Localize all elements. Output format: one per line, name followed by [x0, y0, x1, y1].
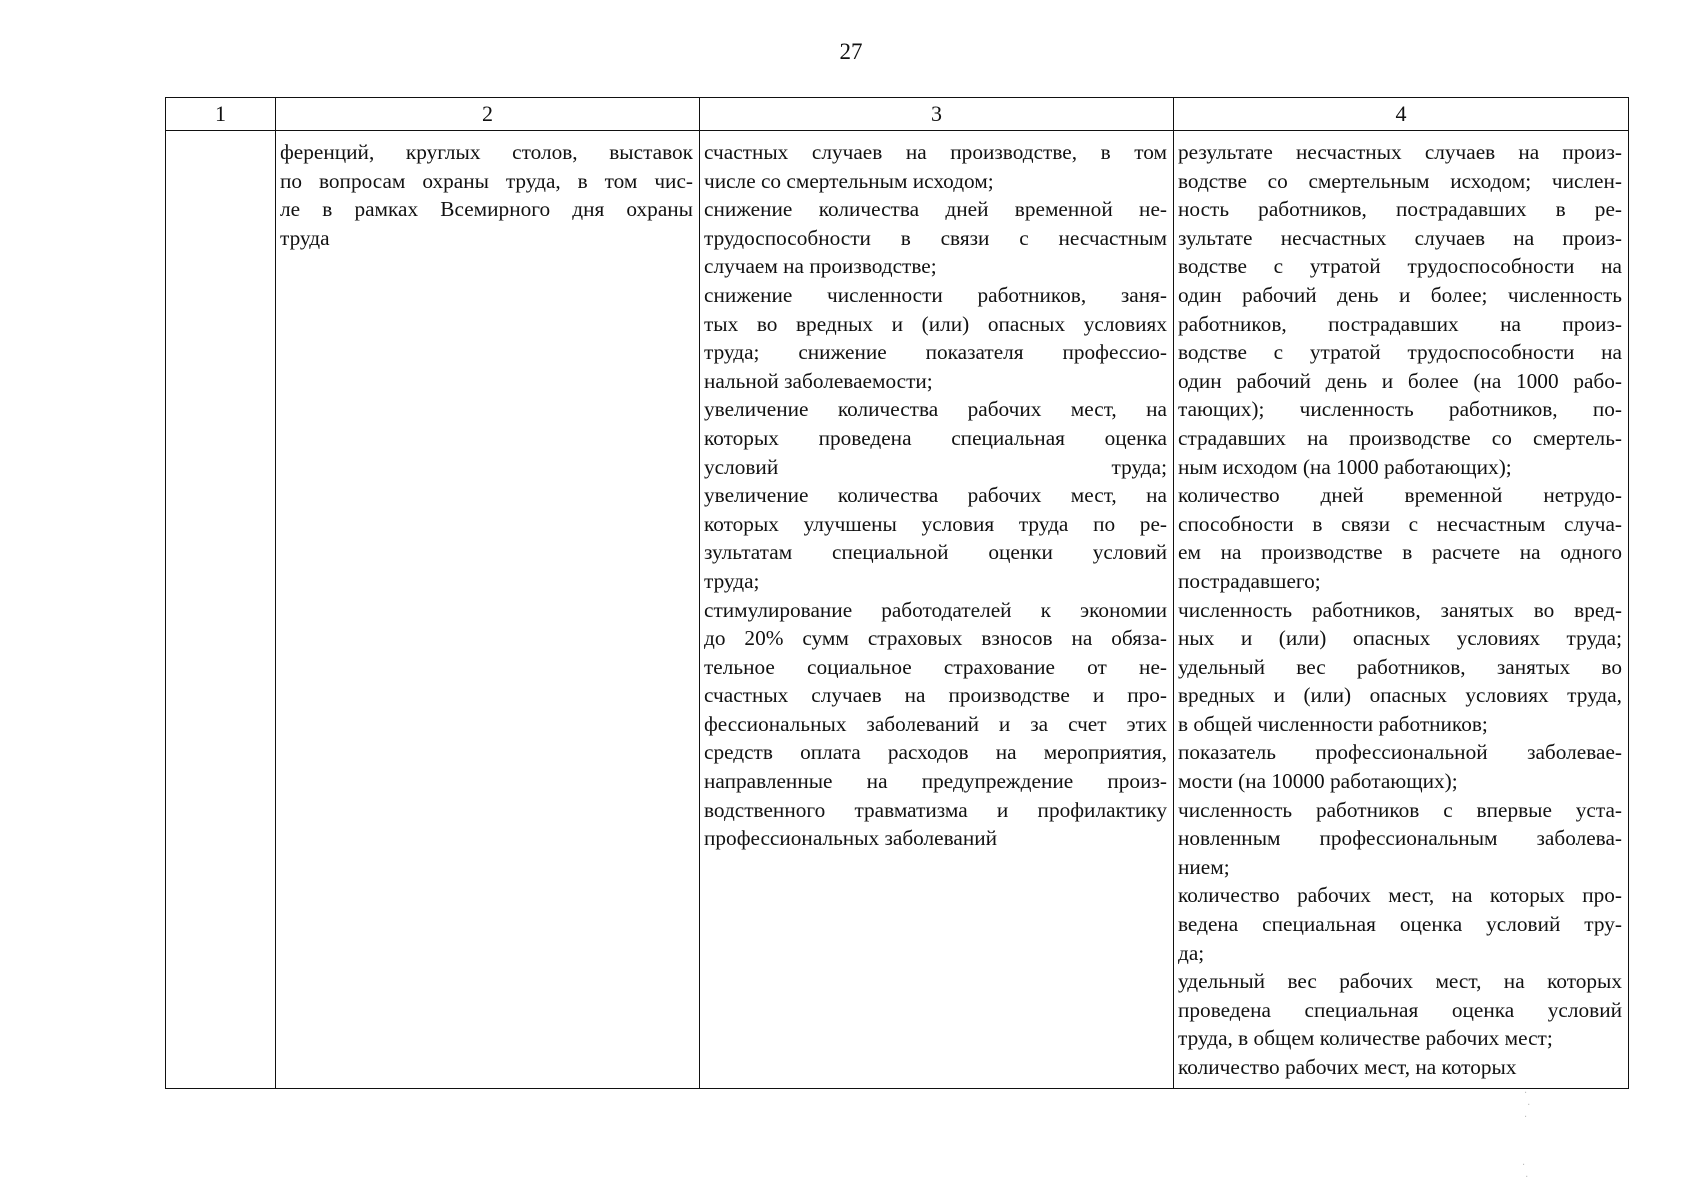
cell-text-line: ференций, круглых столов, выставок: [280, 140, 693, 164]
page-number: 27: [839, 39, 863, 64]
column-header-3: 3: [700, 98, 1174, 131]
cell-text-line: один рабочий день и более; численность: [1178, 282, 1622, 307]
column-header-2: 2: [276, 98, 700, 131]
cell-text-line: ем на производстве в расчете на одного: [1178, 540, 1622, 565]
cell-text-line: страдавших на производстве со смертель-: [1178, 425, 1622, 450]
cell-text-line: до 20% сумм страховых взносов на обяза-: [704, 626, 1167, 651]
cell-text-line: труда;: [704, 568, 760, 593]
cell-text-line: ность работников, пострадавших в ре-: [1178, 197, 1622, 222]
cell-text-line: профессиональных заболеваний: [704, 826, 998, 851]
cell-text-line: ле в рамках Всемирного дня охраны: [280, 197, 693, 222]
cell-text-line: ных и (или) опасных условиях труда;: [1178, 626, 1622, 651]
cell-text-line: условий труда;: [704, 454, 1167, 479]
cell-text-line: проведена специальная оценка условий: [1178, 997, 1622, 1022]
cell-text-line: счастных случаев на производстве и про-: [704, 683, 1167, 708]
cell-text-line: водстве со смертельным исходом; числен-: [1178, 168, 1622, 193]
cell-text-line: снижение количества дней временной не-: [704, 197, 1167, 222]
cell-text-line: вредных и (или) опасных условиях труда,: [1178, 683, 1622, 708]
cell-text-line: средств оплата расходов на мероприятия,: [704, 740, 1167, 765]
cell-text-line: водстве с утратой трудоспособности на: [1178, 340, 1622, 365]
cell-text-line: фессиональных заболеваний и за счет этих: [704, 711, 1167, 736]
cell-text-line: тающих); численность работников, по-: [1178, 397, 1622, 422]
cell-text-line: увеличение количества рабочих мест, на: [704, 483, 1167, 508]
cell-text-line: увеличение количества рабочих мест, на: [704, 397, 1167, 422]
cell-text-line: показатель профессиональной заболевае-: [1178, 740, 1622, 765]
cell-text-line: нальной заболеваемости;: [704, 368, 933, 393]
cell-text-line: водстве с утратой трудоспособности на: [1178, 254, 1622, 279]
cell-text-line: мости (на 10000 работающих);: [1178, 769, 1458, 794]
cell-text-line: ным исходом (на 1000 работающих);: [1178, 454, 1512, 479]
cell-text-line: которых улучшены условия труда по ре-: [704, 511, 1167, 536]
cell-text-line: числе со смертельным исходом;: [704, 168, 994, 193]
cell-text-line: труда, в общем количестве рабочих мест;: [1178, 1026, 1553, 1051]
cell-text-line: снижение численности работников, заня-: [704, 282, 1167, 307]
cell-text-line: случаем на производстве;: [704, 254, 937, 279]
cell-text-line: трудоспособности в связи с несчастным: [704, 225, 1167, 250]
cell-text-line: счастных случаев на производстве, в том: [704, 140, 1167, 164]
cell-text-line: ведена специальная оценка условий тру-: [1178, 912, 1622, 937]
cell-text-line: которых проведена специальная оценка: [704, 425, 1167, 450]
column-header-1: 1: [166, 98, 276, 131]
cell-text-line: работников, пострадавших на произ-: [1178, 311, 1622, 336]
header-row: [166, 98, 1629, 131]
cell-text-line: труда: [280, 225, 330, 250]
scan-artifact: · ·: [1522, 1160, 1529, 1183]
cell-col-1: [166, 131, 276, 1089]
cell-text-line: по вопросам охраны труда, в том чис-: [280, 168, 693, 193]
cell-text-line: водственного травматизма и профилактику: [704, 797, 1167, 822]
cell-text-line: результате несчастных случаев на произ-: [1178, 140, 1622, 164]
cell-text-line: тельное социальное страхование от не-: [704, 654, 1167, 679]
cell-text-line: количество рабочих мест, на которых про-: [1178, 883, 1622, 908]
document-table: [165, 97, 1629, 1089]
cell-text-line: да;: [1178, 940, 1205, 965]
cell-text-line: стимулирование работодателей к экономии: [704, 597, 1167, 622]
cell-text-line: численность работников, занятых во вред-: [1178, 597, 1622, 622]
cell-text-line: пострадавшего;: [1178, 568, 1321, 593]
cell-text-line: нием;: [1178, 854, 1230, 879]
cell-text-line: удельный вес рабочих мест, на которых: [1178, 969, 1622, 994]
cell-text-line: направленные на предупреждение произ-: [704, 769, 1167, 794]
cell-text-line: труда; снижение показателя профессио-: [704, 340, 1167, 365]
cell-col-3: [700, 131, 1174, 1089]
table-row: [166, 131, 1629, 1089]
cell-text-line: новленным профессиональным заболева-: [1178, 826, 1622, 851]
cell-text-line: в общей численности работников;: [1178, 711, 1488, 736]
cell-col-2: [276, 131, 700, 1089]
cell-text-line: один рабочий день и более (на 1000 рабо-: [1178, 368, 1622, 393]
cell-text-line: количество дней временной нетрудо-: [1178, 483, 1622, 508]
cell-text-line: тых во вредных и (или) опасных условиях: [704, 311, 1167, 336]
cell-text-line: зультате несчастных случаев на произ-: [1178, 225, 1622, 250]
cell-col-4: [1174, 131, 1629, 1089]
cell-text-line: количество рабочих мест, на которых: [1178, 1055, 1517, 1079]
cell-text-line: способности в связи с несчастным случа-: [1178, 511, 1622, 536]
scan-artifact: · · ·: [1524, 1088, 1531, 1123]
cell-text-line: зультатам специальной оценки условий: [704, 540, 1167, 565]
column-header-4: 4: [1174, 98, 1629, 131]
cell-text-line: численность работников с впервые уста-: [1178, 797, 1622, 822]
cell-text-line: удельный вес работников, занятых во: [1178, 654, 1622, 679]
